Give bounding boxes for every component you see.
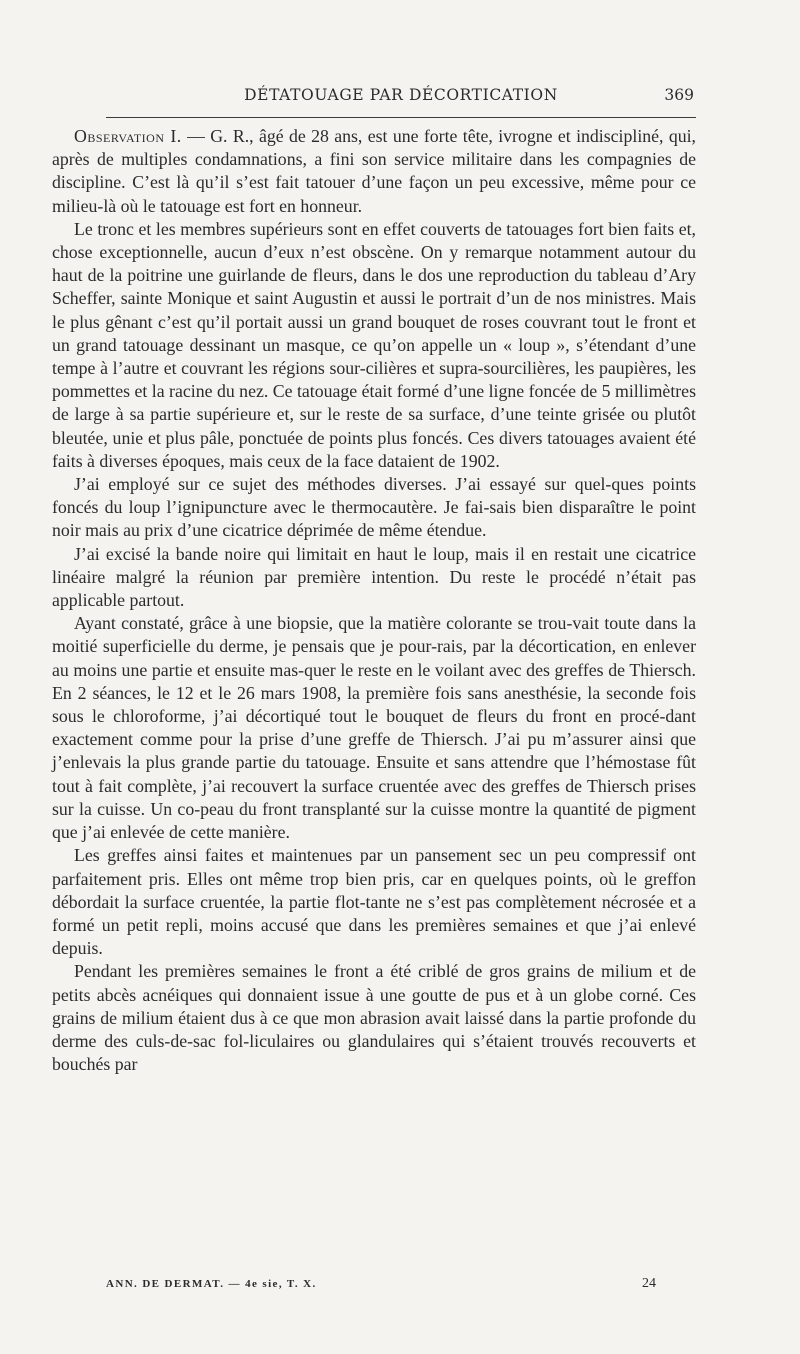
paragraph: J’ai employé sur ce sujet des méthodes diverses. J’ai essayé sur quel-ques points foncés du loup l’ignipuncture avec le thermocautère. Je fai-sais bien disparaître le point noir mais au prix d’une cicatrice déprimée de même étendue. <box>52 474 696 541</box>
observation-label: Observation I. <box>74 126 182 146</box>
header-rule <box>106 117 696 118</box>
paragraph: Le tronc et les membres supérieurs sont en effet couverts de tatouages fort bien faits et, chose exceptionnelle, aucun d’eux n’est obscène. On y remarque notamment autour du haut de la poitrine une guirlande de fleurs, dans le dos une reproduction du tableau d’Ary Scheffer, sainte Monique et saint Augustin et aussi le portrait d’un de nos ministres. Mais le plus gênant c’est qu’il portait aussi un grand bouquet de roses couvrant tout le front et un grand tatouage dessinant un masque, ce qu’on appelle un « loup », s’étendant d’une tempe à l’autre et couvrant les régions sour-cilières et supra-sourcilières, les paupières, les pommettes et la racine du nez. Ce tatouage était formé d’une ligne foncée de 5 millimètres de large à sa partie supérieure et, sur le reste de sa surface, d’une teinte grisée ou plutôt bleutée, unie et plus pâle, ponctuée de points plus foncés. Ces divers tatouages avaient été faits à diverses époques, mais ceux de la face dataient de 1902. <box>52 218 696 471</box>
running-header <box>106 82 696 112</box>
paragraph: J’ai excisé la bande noire qui limitait en haut le loup, mais il en restait une cicatrice linéaire malgré la réunion par première intention. Du reste le procédé n’était pas applicable partout. <box>52 543 696 611</box>
paragraph <box>52 125 696 218</box>
paragraph: Ayant constaté, grâce à une biopsie, que la matière colorante se trou-vait toute dans la moitié superficielle du derme, je pensais que je pour-rais, par la décortication, en enlever au moins une partie et ensuite mas-quer le reste en le voilant avec des greffes de Thiersch. En 2 séances, le 12 et le 26 mars 1908, la première fois sans anesthésie, la seconde fois sous le chloroforme, j’ai décortiqué tout le bouquet de fleurs du front en procé-dant exactement comme pour la prise d’une greffe de Thiersch. J’ai pu m’assurer ainsi que j’enlevais la plus grande partie du tatouage. Ensuite et sans attendre que l’hémostase fût tout à fait complète, j’ai recouvert la surface cruentée avec des greffes de Thiersch prises sur la cuisse. Un co-peau du front transplanté sur la cuisse montre la quantité de pigment que j’ai enlevée de cette manière. <box>52 613 696 843</box>
paragraph: Les greffes ainsi faites et maintenues par un pansement sec un peu compressif ont parfaitement pris. Elles ont même trop bien pris, car en quelques points, où le greffon débordait la surface cruentée, la partie flot-tante ne s’est pas complètement nécrosée et a formé un petit repli, moins accusé que dans les premières semaines et que j’ai enlevé depuis. <box>52 845 696 959</box>
body-text <box>52 125 696 1076</box>
journal-reference: ANN. DE DERMAT. — 4e sie, T. X. <box>106 1278 317 1290</box>
running-title: DÉTATOUAGE PAR DÉCORTICATION <box>244 86 558 104</box>
signature-mark: 24 <box>642 1276 656 1291</box>
paragraph-text: — G. R., âgé de 28 ans, est une forte tête, ivrogne et indiscipliné, qui, après de multiples condamnations, a fini son service militaire dans les compagnies de discipline. C’est là qu’il s’est fait tatouer d’une façon un peu excessive, même pour ce milieu-là où le tatouage est fort en honneur. <box>52 126 696 216</box>
footer <box>106 1278 696 1300</box>
paragraph: Pendant les premières semaines le front a été criblé de gros grains de milium et de petits abcès acnéiques qui donnaient issue à une goutte de pus et à un globe corné. Ces grains de milium étaient dus à ce que mon abrasion avait laissé dans la partie profonde du derme des culs-de-sac fol-liculaires ou glandulaires qui s’étaient trouvés recouverts et bouchés par <box>52 961 696 1075</box>
page-number: 369 <box>664 86 694 104</box>
